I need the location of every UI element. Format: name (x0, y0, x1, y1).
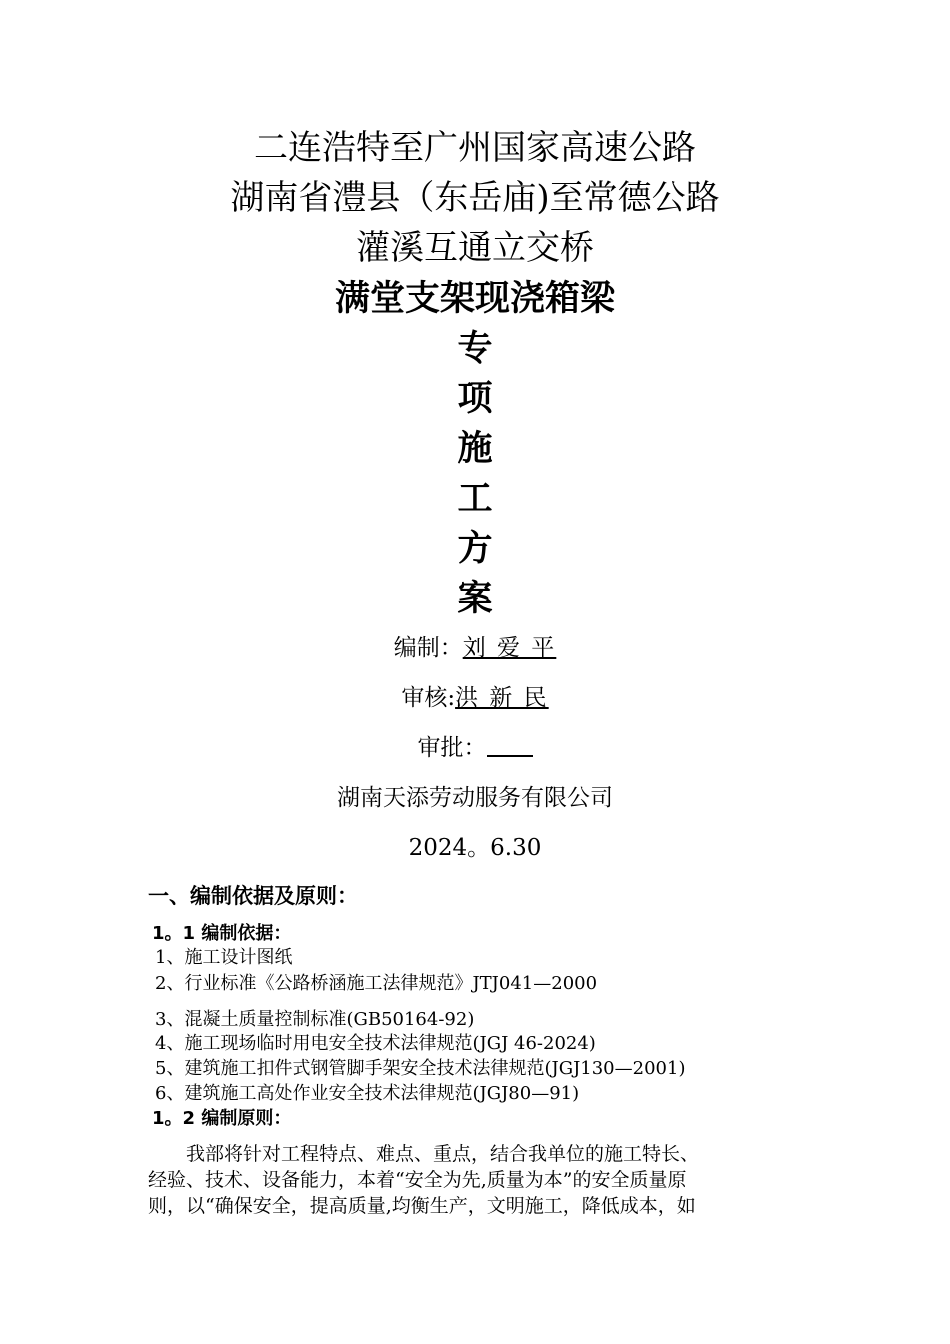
basis-item: 3、混凝土质量控制标准(GB50164-92) (155, 1009, 475, 1030)
subsection-heading-principles: 1。2 编制原则： (152, 1108, 292, 1129)
reviewer-name: 洪 新 民 (455, 685, 549, 711)
reviewer-label: 审核: (401, 685, 456, 711)
paragraph-line: 经验、技术、设备能力，本着“安全为先,质量为本”的安全质量原 (148, 1169, 687, 1191)
vertical-title-char: 方 (457, 529, 493, 569)
vertical-title-char: 工 (457, 479, 493, 519)
subsection-heading-basis: 1。1 编制依据： (152, 923, 292, 944)
approver-blank (487, 733, 533, 757)
main-title: 满堂支架现浇箱梁 (334, 279, 615, 319)
title-line-1: 二连浩特至广州国家高速公路 (254, 128, 696, 168)
basis-item: 1、施工设计图纸 (155, 947, 293, 968)
company-name: 湖南天添劳动服务有限公司 (337, 785, 613, 811)
vertical-title-char: 施 (457, 429, 493, 469)
basis-item: 2、行业标准《公路桥涵施工法律规范》JTJ041—2000 (155, 973, 598, 994)
approver-label: 审批： (417, 735, 487, 761)
section-heading: 一、编制依据及原则： (148, 884, 358, 908)
approver-line (0, 733, 950, 763)
title-line-2: 湖南省澧县（东岳庙)至常德公路 (230, 178, 720, 218)
vertical-title-char: 项 (457, 379, 493, 419)
reviewer-line (0, 683, 950, 713)
document-date: 2024。6.30 (408, 835, 542, 861)
paragraph-line: 则，以“确保安全，提高质量,均衡生产，文明施工，降低成本，如 (148, 1195, 696, 1217)
basis-item: 6、建筑施工高处作业安全技术法律规范(JGJ80—91) (155, 1083, 580, 1104)
paragraph-line: 我部将针对工程特点、难点、重点，结合我单位的施工特长、 (148, 1143, 700, 1165)
compiler-line (0, 633, 950, 663)
vertical-title-char: 案 (457, 579, 493, 619)
title-line-3: 灌溪互通立交桥 (356, 228, 594, 268)
basis-item: 4、施工现场临时用电安全技术法律规范(JGJ 46-2024) (155, 1033, 596, 1054)
basis-item: 5、建筑施工扣件式钢管脚手架安全技术法律规范(JGJ130—2001) (155, 1058, 686, 1079)
vertical-title-char: 专 (457, 329, 493, 369)
compiler-name: 刘 爱 平 (462, 635, 557, 661)
compiler-label: 编制： (393, 635, 463, 661)
